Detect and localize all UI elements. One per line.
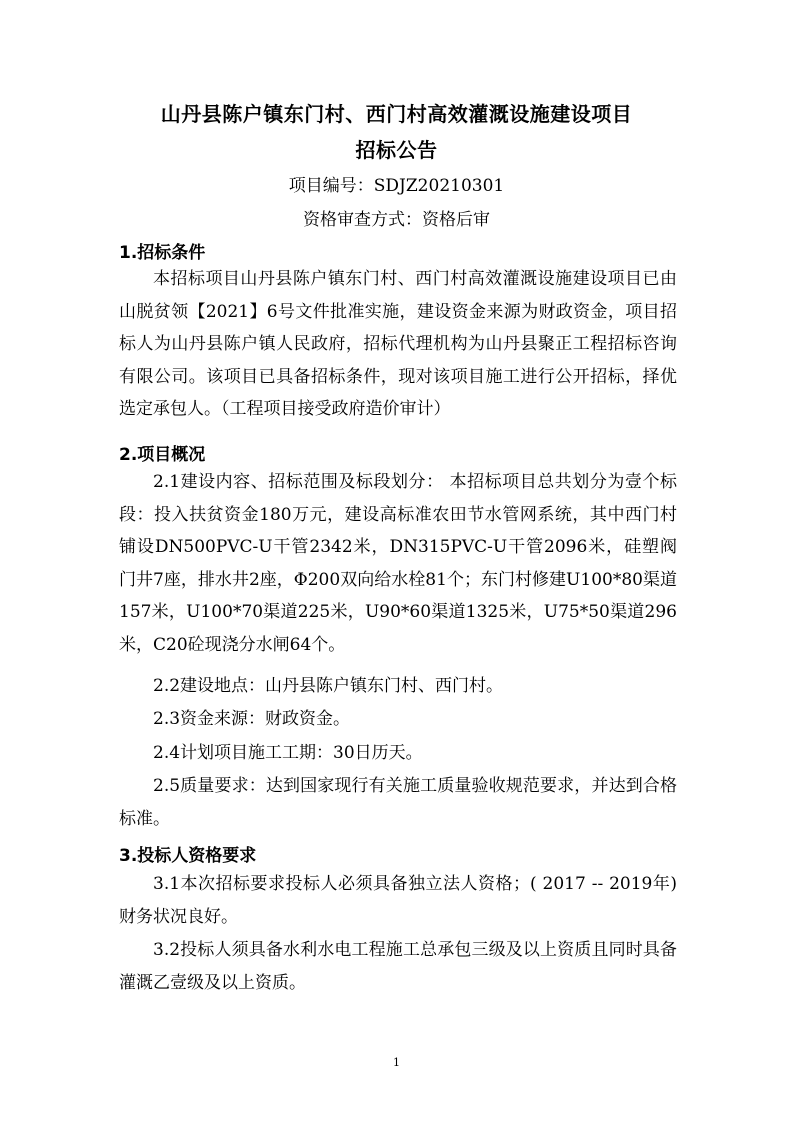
paragraph-construction-content: 2.1建设内容、招标范围及标段划分： 本招标项目总共划分为壹个标段：投入扶贫资金180万元，建设高标准农田节水管网系统，其中西门村铺设DN500PVC-U干管2342米，DN315PVC-U干管2096米，硅塑阀门井7座，排水井2座，Φ200双向给水栓81个；东门村修建U100*80渠道157米，U100*70渠道225米，U90*60渠道1325米，U75*50渠道296米，C20砼现浇分水闸64个。	[119, 472, 677, 655]
section-heading-project-overview: 2.项目概况	[119, 445, 206, 465]
paragraph-construction-location: 2.2建设地点：山丹县陈户镇东门村、西门村。	[153, 676, 504, 696]
paragraph-construction-period: 2.4计划项目施工工期：30日历天。	[153, 743, 423, 763]
document-subtitle: 招标公告	[355, 138, 438, 162]
review-method: 资格审查方式：资格后审	[303, 210, 490, 230]
paragraph-legal-qualification: 3.1本次招标要求投标人必须具备独立法人资格；( 2017 -- 2019年)财务状况良好。	[119, 874, 677, 927]
paragraph-license-qualification: 3.2投标人须具备水利水电工程施工总承包三级及以上资质且同时具备灌溉乙壹级及以上资质。	[119, 940, 677, 993]
paragraph-funding-source: 2.3资金来源：财政资金。	[153, 709, 351, 729]
section-heading-bidding-conditions: 1.招标条件	[119, 243, 206, 263]
section-heading-bidder-qualifications: 3.投标人资格要求	[119, 846, 257, 866]
project-number: 项目编号：SDJZ20210301	[288, 176, 505, 196]
paragraph-quality-requirement: 2.5质量要求：达到国家现行有关施工质量验收规范要求，并达到合格标准。	[119, 776, 677, 829]
document-title: 山丹县陈户镇东门村、西门村高效灌溉设施建设项目	[160, 102, 633, 126]
page-number: 1	[393, 1056, 400, 1069]
paragraph-bidding-conditions: 本招标项目山丹县陈户镇东门村、西门村高效灌溉设施建设项目已由山脱贫领【2021】6号文件批准实施，建设资金来源为财政资金，项目招标人为山丹县陈户镇人民政府，招标代理机构为山丹县聚正工程招标咨询有限公司。该项目已具备招标条件，现对该项目施工进行公开招标，择优选定承包人。（工程项目接受政府造价审计）	[119, 269, 677, 420]
